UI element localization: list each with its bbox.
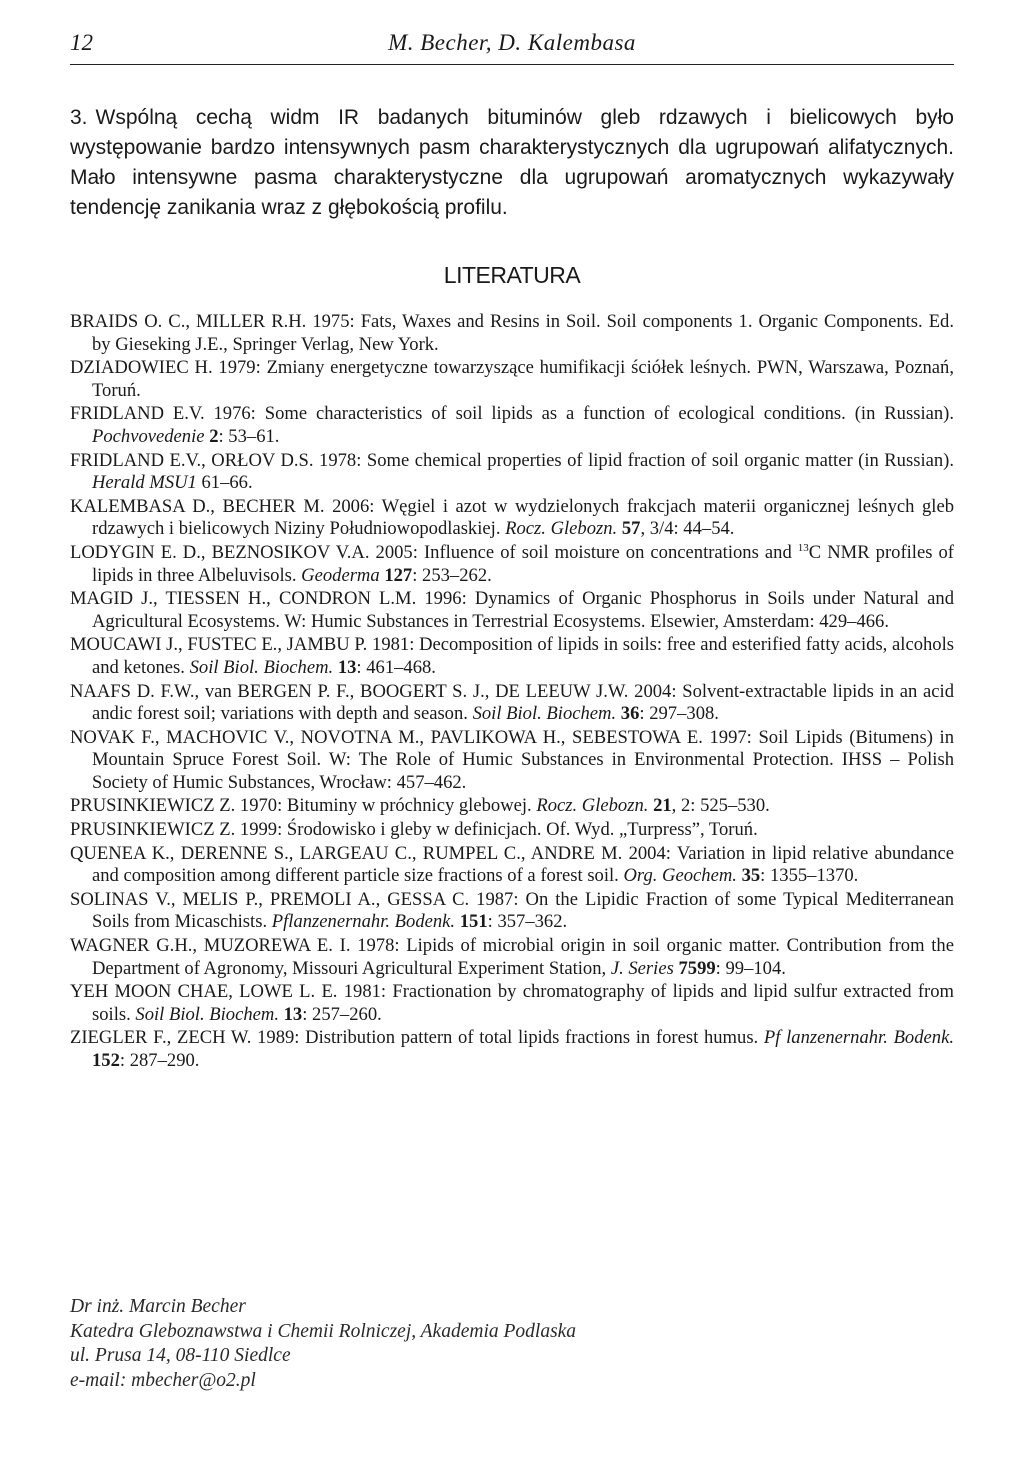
- reference-text: ZIEGLER F., ZECH W. 1989: Distribution pattern of total lipids fractions in forest humus.: [70, 1027, 764, 1049]
- reference-volume: 152: [92, 1050, 120, 1071]
- reference-text: MOUCAWI J., FUSTEC E., JAMBU P. 1981: Decomposition of lipids in soils: free and esterified fatty acids, alcohols and ketones.: [70, 634, 954, 678]
- reference-entry: [70, 843, 954, 888]
- reference-text: FRIDLAND E.V. 1976: Some characteristics of soil lipids as a function of ecological conditions. (in Russian).: [70, 403, 954, 425]
- reference-volume: 2: [209, 425, 219, 447]
- reference-volume: 151: [459, 911, 488, 933]
- reference-text: LODYGIN E. D., BEZNOSIKOV V.A. 2005: Influence of soil moisture on concentrations and: [70, 541, 798, 563]
- reference-text: SOLINAS V., MELIS P., PREMOLI A., GESSA C. 1987: On the Lipidic Fraction of some Typical Mediterranean Soils from Micaschists.: [70, 888, 954, 933]
- reference-volume: 13: [283, 1003, 303, 1025]
- reference-entry: [70, 795, 954, 818]
- reference-journal: J. Series: [610, 957, 674, 979]
- reference-volume: 7599: [678, 957, 716, 979]
- literature-heading: LITERATURA: [443, 262, 581, 288]
- reference-text: MAGID J., TIESSEN H., CONDRON L.M. 1996: Dynamics of Organic Phosphorus in Soils under Natural and Agricultural Ecosystems. W: Humic Substances in Terrestrial Ecosystems. Elsewier, Amsterdam: 429–466.: [70, 588, 954, 632]
- reference-entry: [70, 588, 954, 633]
- reference-pages: : 357–362.: [487, 911, 568, 933]
- reference-pages: : 257–260.: [302, 1003, 382, 1025]
- reference-pages: : 287–290.: [119, 1050, 200, 1071]
- reference-volume: 57: [621, 518, 641, 540]
- author-street: ul. Prusa 14, 08-110 Siedlce: [70, 1345, 291, 1366]
- reference-text: PRUSINKIEWICZ Z. 1970: Bituminy w próchnicy glebowej.: [70, 795, 537, 817]
- reference-text: NAAFS D. F.W., van BERGEN P. F., BOOGERT S. J., DE LEEUW J.W. 2004: Solvent-extractable lipids in an acid andic forest soil; variations with depth and season.: [70, 680, 954, 725]
- reference-pages: , 3/4: 44–54.: [640, 518, 735, 540]
- conclusion-number: 3.: [70, 106, 88, 129]
- reference-journal: Geoderma: [301, 564, 380, 586]
- reference-entry: [70, 542, 954, 587]
- author-name: Dr inż. Marcin Becher: [70, 1296, 246, 1317]
- reference-text: NOVAK F., MACHOVIC V., NOVOTNA M., PAVLIKOWA H., SEBESTOWA E. 1997: Soil Lipids (Bitumens) in Mountain Spruce Forest Soil. W: The Role of Humic Substances in Environmental Protection. IHSS – Polish Society of Humic Substances, Wrocław: 457–462.: [70, 726, 954, 793]
- reference-text: C NMR profiles of lipids in three Albeluvisols.: [92, 541, 955, 586]
- reference-pages: : 53–61.: [218, 425, 280, 447]
- reference-entry: [70, 496, 954, 541]
- reference-entry: [70, 981, 954, 1026]
- reference-text: QUENEA K., DERENNE S., LARGEAU C., RUMPEL C., ANDRE M. 2004: Variation in lipid relative abundance and composition among different particle size fractions of a forest soil.: [70, 842, 954, 887]
- reference-journal: Soil Biol. Biochem.: [135, 1003, 279, 1025]
- reference-journal: Pflanzenernahr. Bodenk.: [271, 911, 456, 933]
- reference-pages: , 2: 525–530.: [671, 795, 770, 817]
- reference-journal: Pf lanzenernahr. Bodenk.: [763, 1027, 954, 1049]
- reference-pages: 61–66.: [196, 472, 253, 494]
- reference-text: PRUSINKIEWICZ Z. 1999: Środowisko i gleby w definicjach. Of. Wyd. „Turpress”, Toruń.: [70, 819, 758, 841]
- reference-journal: Org. Geochem.: [623, 865, 737, 887]
- reference-pages: : 461–468.: [356, 656, 436, 678]
- reference-pages: : 99–104.: [715, 957, 786, 979]
- reference-volume: 35: [741, 865, 761, 887]
- reference-journal: Pochvovedenie: [92, 425, 205, 447]
- reference-text: WAGNER G.H., MUZOREWA E. I. 1978: Lipids of microbial origin in soil organic matter. Contribution from the Department of Agronomy, Missouri Agricultural Experiment Station,: [70, 935, 954, 979]
- conclusion-item: [70, 103, 954, 223]
- reference-entry: [70, 819, 954, 842]
- reference-text: FRIDLAND E.V., ORŁOV D.S. 1978: Some chemical properties of lipid fraction of soil organic matter (in Russian).: [70, 449, 954, 471]
- reference-list: [70, 311, 954, 1074]
- running-header: [70, 30, 954, 65]
- reference-entry: [70, 889, 954, 934]
- reference-journal: Soil Biol. Biochem.: [189, 656, 334, 678]
- reference-text: BRAIDS O. C., MILLER R.H. 1975: Fats, Waxes and Resins in Soil. Soil components 1. Organic Components. Ed. by Gieseking J.E., Springer Verlag, New York.: [70, 311, 954, 355]
- reference-volume: 36: [620, 703, 640, 725]
- reference-entry: [70, 450, 954, 495]
- running-header-authors: M. Becher, D. Kalembasa: [388, 30, 636, 55]
- reference-entry: [70, 403, 954, 448]
- reference-entry: [70, 311, 954, 356]
- page-number: 12: [70, 30, 93, 55]
- reference-volume: 127: [384, 564, 413, 586]
- author-address: [70, 1295, 954, 1393]
- reference-entry: [70, 727, 954, 795]
- reference-entry: [70, 357, 954, 402]
- reference-pages: : 253–262.: [412, 564, 492, 586]
- reference-journal: Rocz. Glebozn.: [536, 795, 649, 817]
- author-email: e-mail: mbecher@o2.pl: [70, 1369, 256, 1391]
- reference-entry: [70, 681, 954, 726]
- reference-journal: Rocz. Glebozn.: [505, 518, 618, 540]
- reference-journal: Soil Biol. Biochem.: [472, 703, 617, 725]
- reference-superscript: 13: [797, 541, 809, 554]
- author-department: Katedra Gleboznawstwa i Chemii Rolniczej, Akademia Podlaska: [70, 1320, 577, 1342]
- reference-pages: : 297–308.: [639, 703, 719, 725]
- reference-entry: [70, 935, 954, 980]
- reference-pages: : 1355–1370.: [760, 865, 859, 887]
- conclusion-text: Wspólną cechą widm IR badanych bituminów gleb rdzawych i bielicowych było występowanie bardzo intensywnych pasm charakterystycznych dla ugrupowań alifatycznych. Mało intensywne pasma charakterystyczne dla ugrupowań aromatycznych wykazywały tendencję zanikania wraz z głębokością profilu.: [70, 106, 954, 219]
- reference-journal: Herald MSU1: [92, 472, 197, 494]
- reference-volume: 21: [653, 795, 672, 817]
- reference-entry: [70, 634, 954, 679]
- reference-volume: 13: [337, 656, 357, 678]
- reference-text: YEH MOON CHAE, LOWE L. E. 1981: Fractionation by chromatography of lipids and lipid sulfur extracted from soils.: [70, 981, 954, 1025]
- reference-text: DZIADOWIEC H. 1979: Zmiany energetyczne towarzyszące humifikacji ściółek leśnych. PWN, Warszawa, Poznań, Toruń.: [70, 357, 954, 401]
- reference-text: KALEMBASA D., BECHER M. 2006: Węgiel i azot w wydzielonych frakcjach materii organicznej leśnych gleb rdzawych i bielicowych Niziny Południowopodlaskiej.: [70, 495, 954, 540]
- reference-entry: [70, 1027, 954, 1072]
